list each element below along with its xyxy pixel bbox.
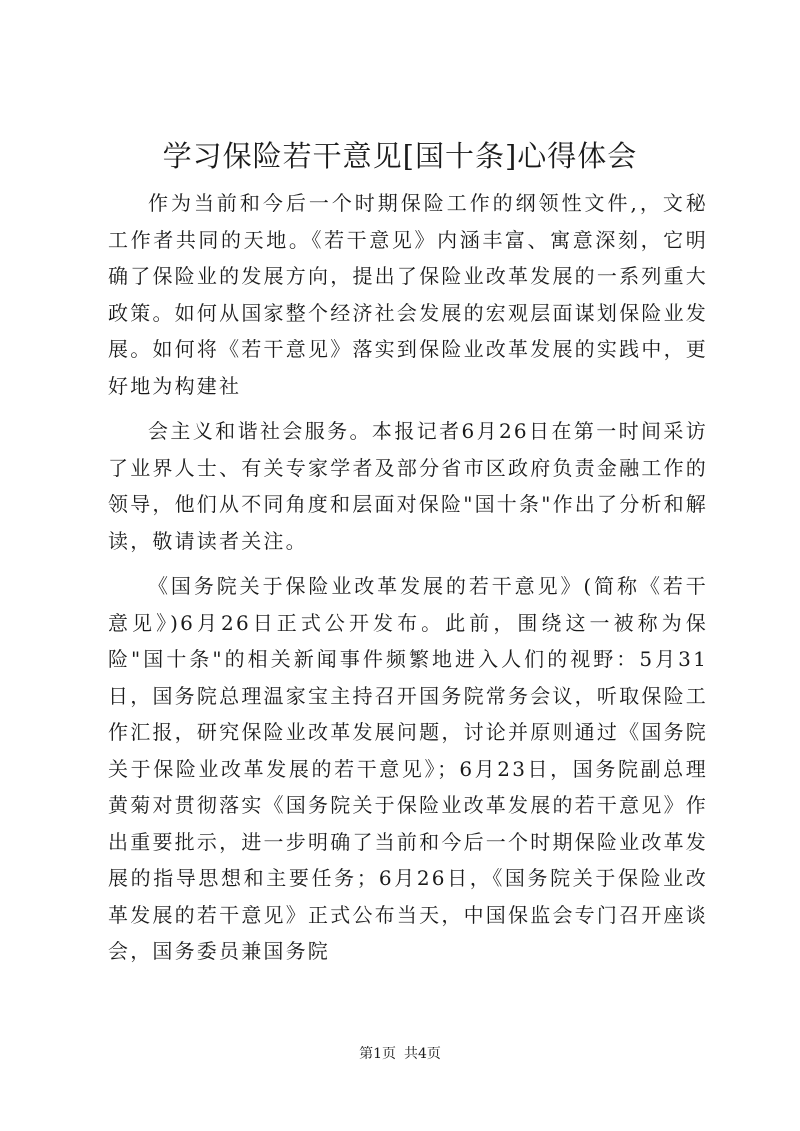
document-title: 学习保险若干意见[国十条]心得体会: [162, 139, 638, 173]
document-body: [108, 185, 708, 970]
page-number: 第1页: [359, 1046, 396, 1062]
page-footer: [0, 1044, 800, 1064]
paragraph-1: 作为当前和今后一个时期保险工作的纲领性文件,，文秘工作者共同的天地。《若干意见》内涵丰富、寓意深刻，它明确了保险业的发展方向，提出了保险业改革发展的一系列重大政策。如何从国家整个经济社会发展的宏观层面谋划保险业发展。如何将《若干意见》落实到保险业改革发展的实践中，更好地为构建社: [108, 191, 708, 398]
paragraph-2: 会主义和谐社会服务。本报记者6月26日在第一时间采访了业界人士、有关专家学者及部分省市区政府负责金融工作的领导，他们从不同角度和层面对保险"国十条"作出了分析和解读，敬请读者关注。: [108, 419, 708, 553]
paragraph-3: 《国务院关于保险业改革发展的若干意见》(简称《若干意见》)6月26日正式公开发布。此前，围绕这一被称为保险"国十条"的相关新闻事件频繁地进入人们的视野：5月31日，国务院总理温家宝主持召开国务院常务会议，听取保险工作汇报，研究保险业改革发展问题，讨论并原则通过《国务院关于保险业改革发展的若干意见》；6月23日，国务院副总理黄菊对贯彻落实《国务院关于保险业改革发展的若干意见》作出重要批示，进一步明确了当前和今后一个时期保险业改革发展的指导思想和主要任务；6月26日，《国务院关于保险业改革发展的若干意见》正式公布当天，中国保监会专门召开座谈会，国务委员兼国务院: [108, 574, 708, 963]
page-total: 共4页: [404, 1046, 441, 1062]
